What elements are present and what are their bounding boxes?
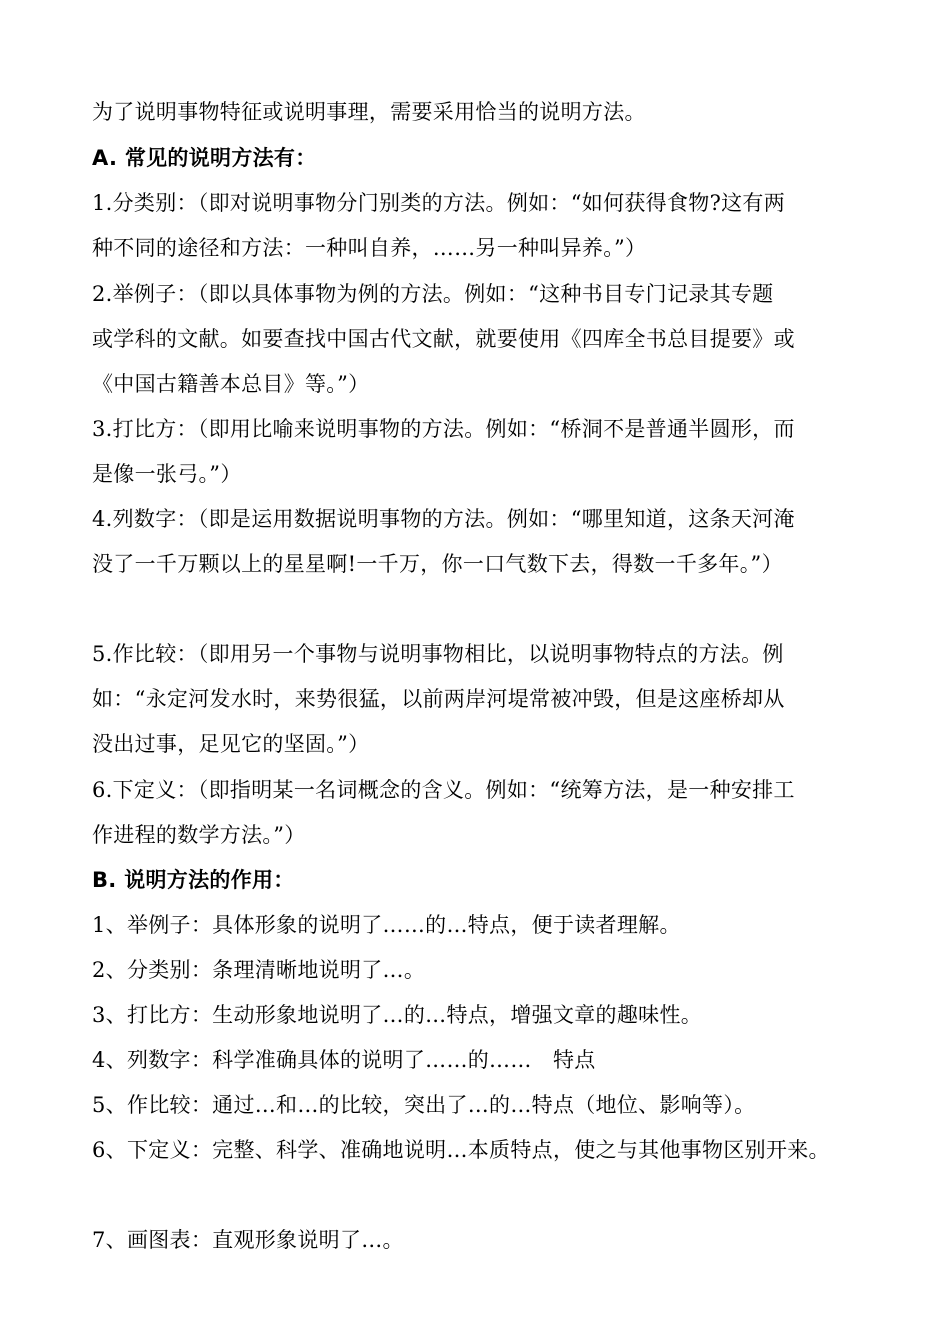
method-5-line-3: 没出过事，足见它的坚固。”）	[92, 732, 370, 756]
effect-item-3: 3、打比方：生动形象地说明了…的…特点，增强文章的趣味性。	[92, 1003, 703, 1027]
method-4-line-1: 4.列数字：（即是运用数据说明事物的方法。例如：“哪里知道，这条天河淹	[92, 507, 795, 531]
method-5-line-2: 如：“永定河发水时，来势很猛，以前两岸河堤常被冲毁，但是这座桥却从	[92, 687, 785, 711]
method-2-line-1: 2.举例子：（即以具体事物为例的方法。例如：“这种书目专门记录其专题	[92, 282, 774, 306]
section-b-heading: B. 说明方法的作用：	[92, 868, 295, 892]
effect-item-1: 1、举例子：具体形象的说明了……的…特点，便于读者理解。	[92, 913, 681, 937]
method-1-line-1: 1.分类别：（即对说明事物分门别类的方法。例如：“如何获得食物?这有两	[92, 191, 786, 215]
method-4-line-2: 没了一千万颗以上的星星啊!一千万，你一口气数下去，得数一千多年。”）	[92, 552, 783, 576]
method-3-line-1: 3.打比方：（即用比喻来说明事物的方法。例如：“桥洞不是普通半圆形，而	[92, 417, 795, 441]
method-6-line-2: 作进程的数学方法。”）	[92, 823, 306, 847]
intro-text: 为了说明事物特征或说明事理，需要采用恰当的说明方法。	[92, 100, 646, 124]
effect-item-6: 6、下定义：完整、科学、准确地说明…本质特点，使之与其他事物区别开来。	[92, 1138, 830, 1162]
effect-item-2: 2、分类别：条理清晰地说明了…。	[92, 958, 426, 982]
effect-item-5: 5、作比较：通过…和…的比较，突出了…的…特点（地位、影响等）。	[92, 1093, 756, 1117]
method-5-line-1: 5.作比较：（即用另一个事物与说明事物相比，以说明事物特点的方法。例	[92, 642, 784, 666]
effect-item-7: 7、画图表：直观形象说明了…。	[92, 1228, 404, 1252]
effect-item-4: 4、列数字：科学准确具体的说明了……的…… 特点	[92, 1048, 596, 1072]
method-2-line-2: 或学科的文献。如要查找中国古代文献，就要使用《四库全书总目提要》或	[92, 327, 795, 351]
method-6-line-1: 6.下定义：（即指明某一名词概念的含义。例如：“统筹方法，是一种安排工	[92, 778, 795, 802]
method-3-line-2: 是像一张弓。”）	[92, 462, 242, 486]
section-a-heading: A. 常见的说明方法有：	[92, 146, 317, 170]
method-1-line-2: 种不同的途径和方法：一种叫自养，……另一种叫异养。”）	[92, 236, 647, 260]
method-2-line-3: 《中国古籍善本总目》等。”）	[92, 372, 370, 396]
